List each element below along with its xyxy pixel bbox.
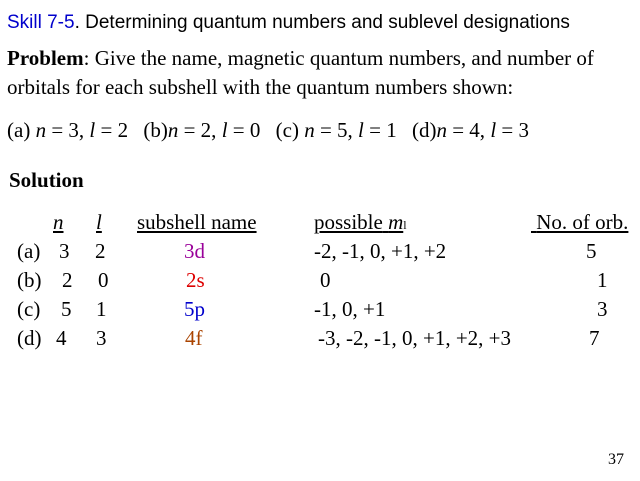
row-d-n: 4 <box>56 326 67 350</box>
row-a-m-values: -2, -1, 0, +1, +2 <box>314 239 447 263</box>
row-d-orbitals: 7 <box>589 326 600 350</box>
title-text: . Determining quantum numbers and sublevel designations <box>74 12 570 33</box>
skill-label: Skill 7-5 <box>7 12 75 33</box>
row-a-l: 2 <box>95 239 106 263</box>
problem-text: : Give the name, magnetic quantum numbers, and number of orbitals for each subshell with the quantum numbers shown: <box>7 46 594 99</box>
row-d-m-values: -3, -2, -1, 0, +1, +2, +3 <box>318 326 512 350</box>
row-c-m-values: -1, 0, +1 <box>314 297 386 321</box>
row-c-subshell: 5p <box>184 297 205 321</box>
row-b-tag: (b) <box>17 268 42 292</box>
header-subshell-name: subshell name <box>137 210 257 234</box>
row-c-l: 1 <box>96 297 107 321</box>
row-b-l: 0 <box>98 268 109 292</box>
problem-label: Problem <box>7 46 84 70</box>
row-a-orbitals: 5 <box>586 239 597 263</box>
row-d-tag: (d) <box>17 326 42 350</box>
page-number: 37 <box>608 451 624 468</box>
solution-label: Solution <box>9 168 84 192</box>
qn-set-d: (d)n = 4, l = 3 <box>411 118 529 142</box>
header-l: l <box>96 210 102 234</box>
qn-set-a: (a) n = 3, l = 2 <box>7 118 129 142</box>
header-possible-m: possible ml <box>314 210 407 234</box>
row-a-n: 3 <box>59 239 70 263</box>
header-n: n <box>53 210 64 234</box>
row-c-tag: (c) <box>17 297 41 321</box>
row-b-subshell: 2s <box>186 268 205 292</box>
row-c-n: 5 <box>61 297 72 321</box>
header-orbitals: No. of orb. <box>536 210 629 234</box>
row-a-subshell: 3d <box>184 239 205 263</box>
row-b-n: 2 <box>62 268 73 292</box>
row-d-l: 3 <box>96 326 107 350</box>
slide-title <box>7 12 570 34</box>
row-a-tag: (a) <box>17 239 41 263</box>
problem-statement <box>7 44 635 102</box>
row-b-m-values: 0 <box>320 268 331 292</box>
qn-set-c: (c) n = 5, l = 1 <box>275 118 397 142</box>
row-b-orbitals: 1 <box>597 268 608 292</box>
row-d-subshell: 4f <box>185 326 203 350</box>
row-c-orbitals: 3 <box>597 297 608 321</box>
quantum-number-sets <box>7 118 529 143</box>
qn-set-b: (b)n = 2, l = 0 <box>143 118 261 142</box>
